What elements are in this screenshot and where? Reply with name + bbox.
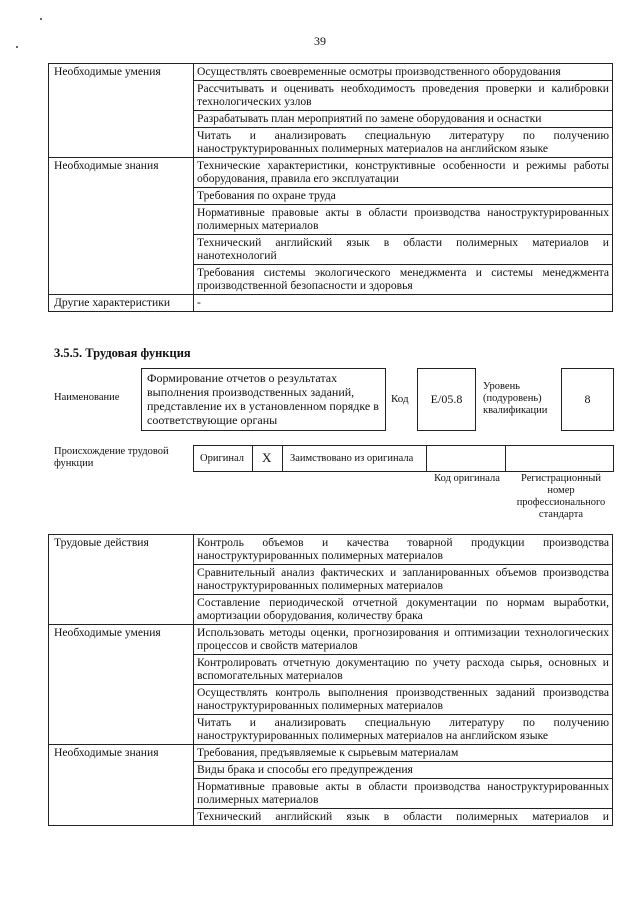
table-cell: Составление периодической отчетной документации по нормам выработки, амортизации оборудования, количеству брака — [194, 595, 613, 625]
table-row — [49, 158, 613, 188]
row-label: Другие характеристики — [49, 295, 194, 312]
table-cell: Виды брака и способы его предупреждения — [194, 762, 613, 779]
function-code: E/05.8 — [430, 392, 463, 406]
function-details-table — [48, 534, 613, 826]
original-label: Оригинал — [200, 453, 244, 464]
row-label: Трудовые действия — [49, 535, 194, 625]
scan-speck — [40, 18, 42, 20]
table-cell: Технический английский язык в области полимерных материалов и нанотехнологий — [194, 235, 613, 265]
table-cell: Сравнительный анализ фактических и запланированных объемов производства наноструктурированных полимерных материалов — [194, 565, 613, 595]
row-label: Необходимые знания — [49, 158, 194, 295]
original-mark: X — [262, 450, 272, 465]
table-cell: Требования системы экологического менеджмента и системы менеджмента производственной безопасности и здоровья — [194, 265, 613, 295]
table-cell: Осуществлять своевременные осмотры производственного оборудования — [194, 64, 613, 81]
function-code-box — [417, 368, 476, 431]
row-label: Необходимые умения — [49, 64, 194, 158]
table-cell: Использовать методы оценки, прогнозирования и оптимизации технологических процессов и свойств материалов — [194, 625, 613, 655]
table-cell: Нормативные правовые акты в области производства наноструктурированных полимерных материалов — [194, 205, 613, 235]
function-name: Формирование отчетов о результатах выполнения производственных заданий, представление их в установленном порядке в соответствующие органы — [147, 371, 379, 427]
table-row — [49, 745, 613, 762]
skills-knowledge-table — [48, 63, 613, 312]
table-cell: Технический английский язык в области полимерных материалов и — [194, 809, 613, 826]
table-cell: Читать и анализировать специальную литературу по получению наноструктурированных полимерных материалов на английском языке — [194, 715, 613, 745]
borrowed-label: Заимствовано из оригинала — [290, 453, 414, 464]
row-label: Необходимые знания — [49, 745, 194, 826]
table-cell: Требования по охране труда — [194, 188, 613, 205]
row-label: Необходимые умения — [49, 625, 194, 745]
table-cell: Контроль объемов и качества товарной продукции производства наноструктурированных полимерных материалов — [194, 535, 613, 565]
origin-label: Происхождение трудовой функции — [54, 446, 169, 469]
name-label: Наименование — [54, 392, 120, 403]
table-row — [49, 295, 613, 312]
level-label: Уровень (подуровень) квалификации — [483, 381, 548, 416]
table-row — [49, 64, 613, 81]
origin-code-cell — [426, 446, 506, 471]
table-cell: Контролировать отчетную документацию по учету расхода сырья, основных и вспомогательных материалов — [194, 655, 613, 685]
code-caption: Код оригинала — [434, 473, 500, 484]
table-cell: Технические характеристики, конструктивные особенности и режимы работы оборудования, правила его эксплуатации — [194, 158, 613, 188]
table-cell: Разрабатывать план мероприятий по замене оборудования и оснастки — [194, 111, 613, 128]
table-cell: - — [194, 295, 613, 312]
table-cell: Нормативные правовые акты в области производства наноструктурированных полимерных материалов — [194, 779, 613, 809]
page-number: 39 — [314, 34, 326, 48]
table-cell: Требования, предъявляемые к сырьевым материалам — [194, 745, 613, 762]
level-box — [561, 368, 614, 431]
table-row — [49, 625, 613, 655]
section-heading: 3.5.5. Трудовая функция — [54, 346, 191, 360]
table-cell: Осуществлять контроль выполнения производственных заданий производства наноструктурированных полимерных материалов — [194, 685, 613, 715]
code-label: Код — [391, 393, 409, 405]
table-cell: Читать и анализировать специальную литературу по получению наноструктурированных полимерных материалов на английском языке — [194, 128, 613, 158]
table-cell: Рассчитывать и оценивать необходимость проведения проверки и калибровки технологических узлов — [194, 81, 613, 111]
registration-caption: Регистрационный номер профессионального стандарта — [516, 473, 606, 520]
function-name-box — [141, 368, 386, 431]
qualification-level: 8 — [584, 392, 591, 406]
origin-row — [193, 445, 614, 472]
table-row — [49, 535, 613, 565]
